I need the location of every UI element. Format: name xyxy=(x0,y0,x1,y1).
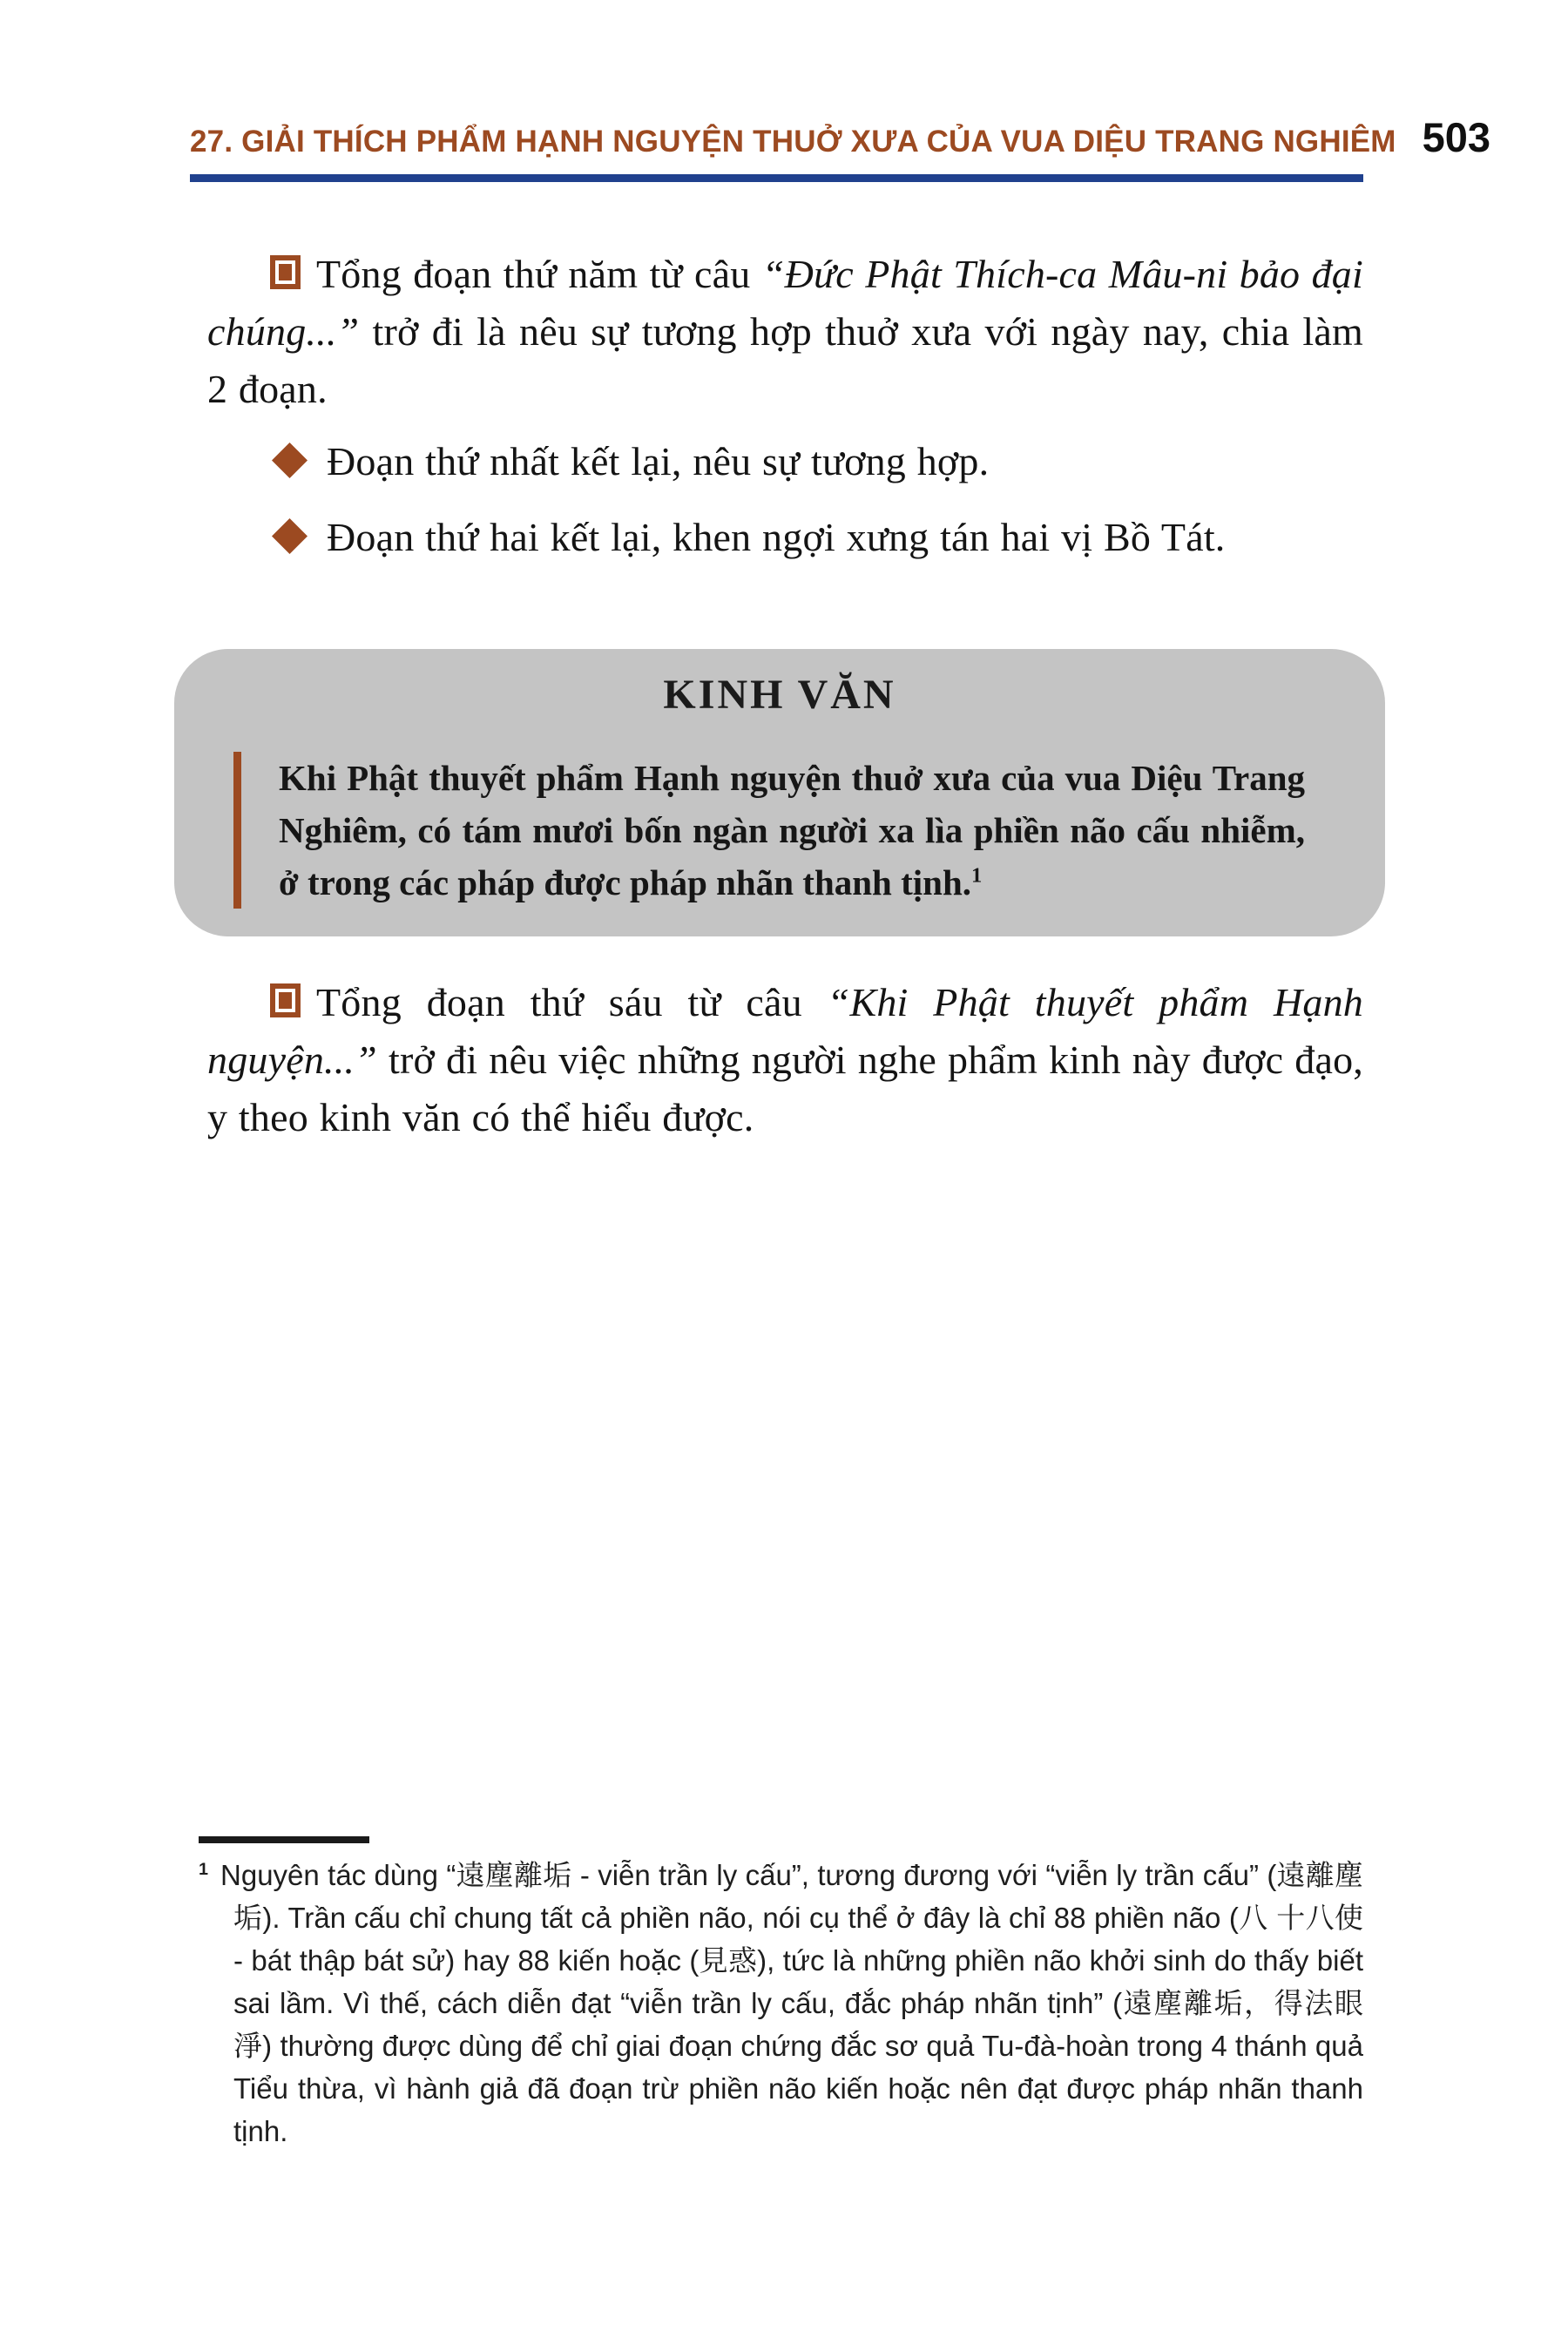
square-bullet-inner xyxy=(279,264,292,280)
square-bullet-icon xyxy=(270,983,301,1017)
footnote xyxy=(199,1854,1363,2153)
list-item-text: Đoạn thứ hai kết lại, khen ngợi xưng tán hai vị Bồ Tát. xyxy=(327,515,1226,559)
paragraph-six-rest: trở đi nêu việc những người nghe phẩm kinh này được đạo, y theo kinh văn có thể hiểu được. xyxy=(207,1037,1363,1139)
footnote-text: Nguyên tác dùng “遠塵離垢 - viễn trần ly cấu”, tương đương với “viễn ly trần cấu” (遠離塵垢). Trần cấu chỉ chung tất cả phiền não, nói cụ thể ở đây là chỉ 88 phiền não (八 十八使 - bát thập bát sử) hay 88 kiến hoặc (見惑), tức là những phiền não khởi sinh do thấy biết sai lầm. Vì thế, cách diễn đạt “viễn trần ly cấu, đắc pháp nhãn tịnh” (遠塵離垢，得法眼淨) thường được dùng để chỉ giai đoạn chứng đắc sơ quả Tu-đà-hoàn trong 4 thánh quả Tiểu thừa, vì hành giả đã đoạn trừ phiền não kiến hoặc nên đạt được pháp nhãn thanh tịnh. xyxy=(220,1859,1363,2147)
paragraph-six-quote: “Khi Phật thuyết phẩm Hạnh nguyện...” xyxy=(207,980,1363,1082)
paragraph-five-lead: Tổng đoạn thứ năm từ câu xyxy=(316,252,762,296)
square-bullet-inner xyxy=(279,992,292,1009)
paragraph-section-five xyxy=(207,246,1363,418)
kinh-van-title: KINH VĂN xyxy=(663,672,896,718)
footnote-reference: 1 xyxy=(971,863,983,888)
list-item-text: Đoạn thứ nhất kết lại, nêu sự tương hợp. xyxy=(327,439,990,483)
page-number: 503 xyxy=(1422,114,1491,160)
chapter-title: 27. GIẢI THÍCH PHẨM HẠNH NGUYỆN THUỞ XƯA CỦA VUA DIỆU TRANG NGHIÊM xyxy=(190,125,1396,159)
diamond-bullet-icon xyxy=(272,443,308,478)
diamond-bullet-icon xyxy=(272,518,308,554)
paragraph-five-quote: “Đức Phật Thích-ca Mâu-ni bảo đại chúng...” xyxy=(207,252,1363,354)
paragraph-six-lead: Tổng đoạn thứ sáu từ câu xyxy=(316,980,828,1024)
kinh-van-quote xyxy=(279,752,1305,909)
paragraph-five-rest: trở đi là nêu sự tương hợp thuở xưa với ngày nay, chia làm 2 đoạn. xyxy=(207,309,1363,411)
list-item xyxy=(207,433,1363,490)
paragraph-section-six xyxy=(207,974,1363,1146)
footnote-separator-rule xyxy=(199,1836,369,1843)
kinh-van-box xyxy=(174,649,1385,936)
list-item xyxy=(207,509,1363,566)
page-header xyxy=(190,113,1491,161)
header-rule xyxy=(190,174,1363,182)
footnote-marker: 1 xyxy=(199,1860,209,1879)
kinh-van-quote-block xyxy=(233,752,1305,909)
subsection-bullet-list xyxy=(207,433,1363,585)
kinh-van-quote-text: Khi Phật thuyết phẩm Hạnh nguyện thuở xưa của vua Diệu Trang Nghiêm, có tám mươi bốn ngàn người xa lìa phiền não cấu nhiễm, ở trong các pháp được pháp nhãn thanh tịnh. xyxy=(279,758,1305,902)
square-bullet-icon xyxy=(270,255,301,289)
